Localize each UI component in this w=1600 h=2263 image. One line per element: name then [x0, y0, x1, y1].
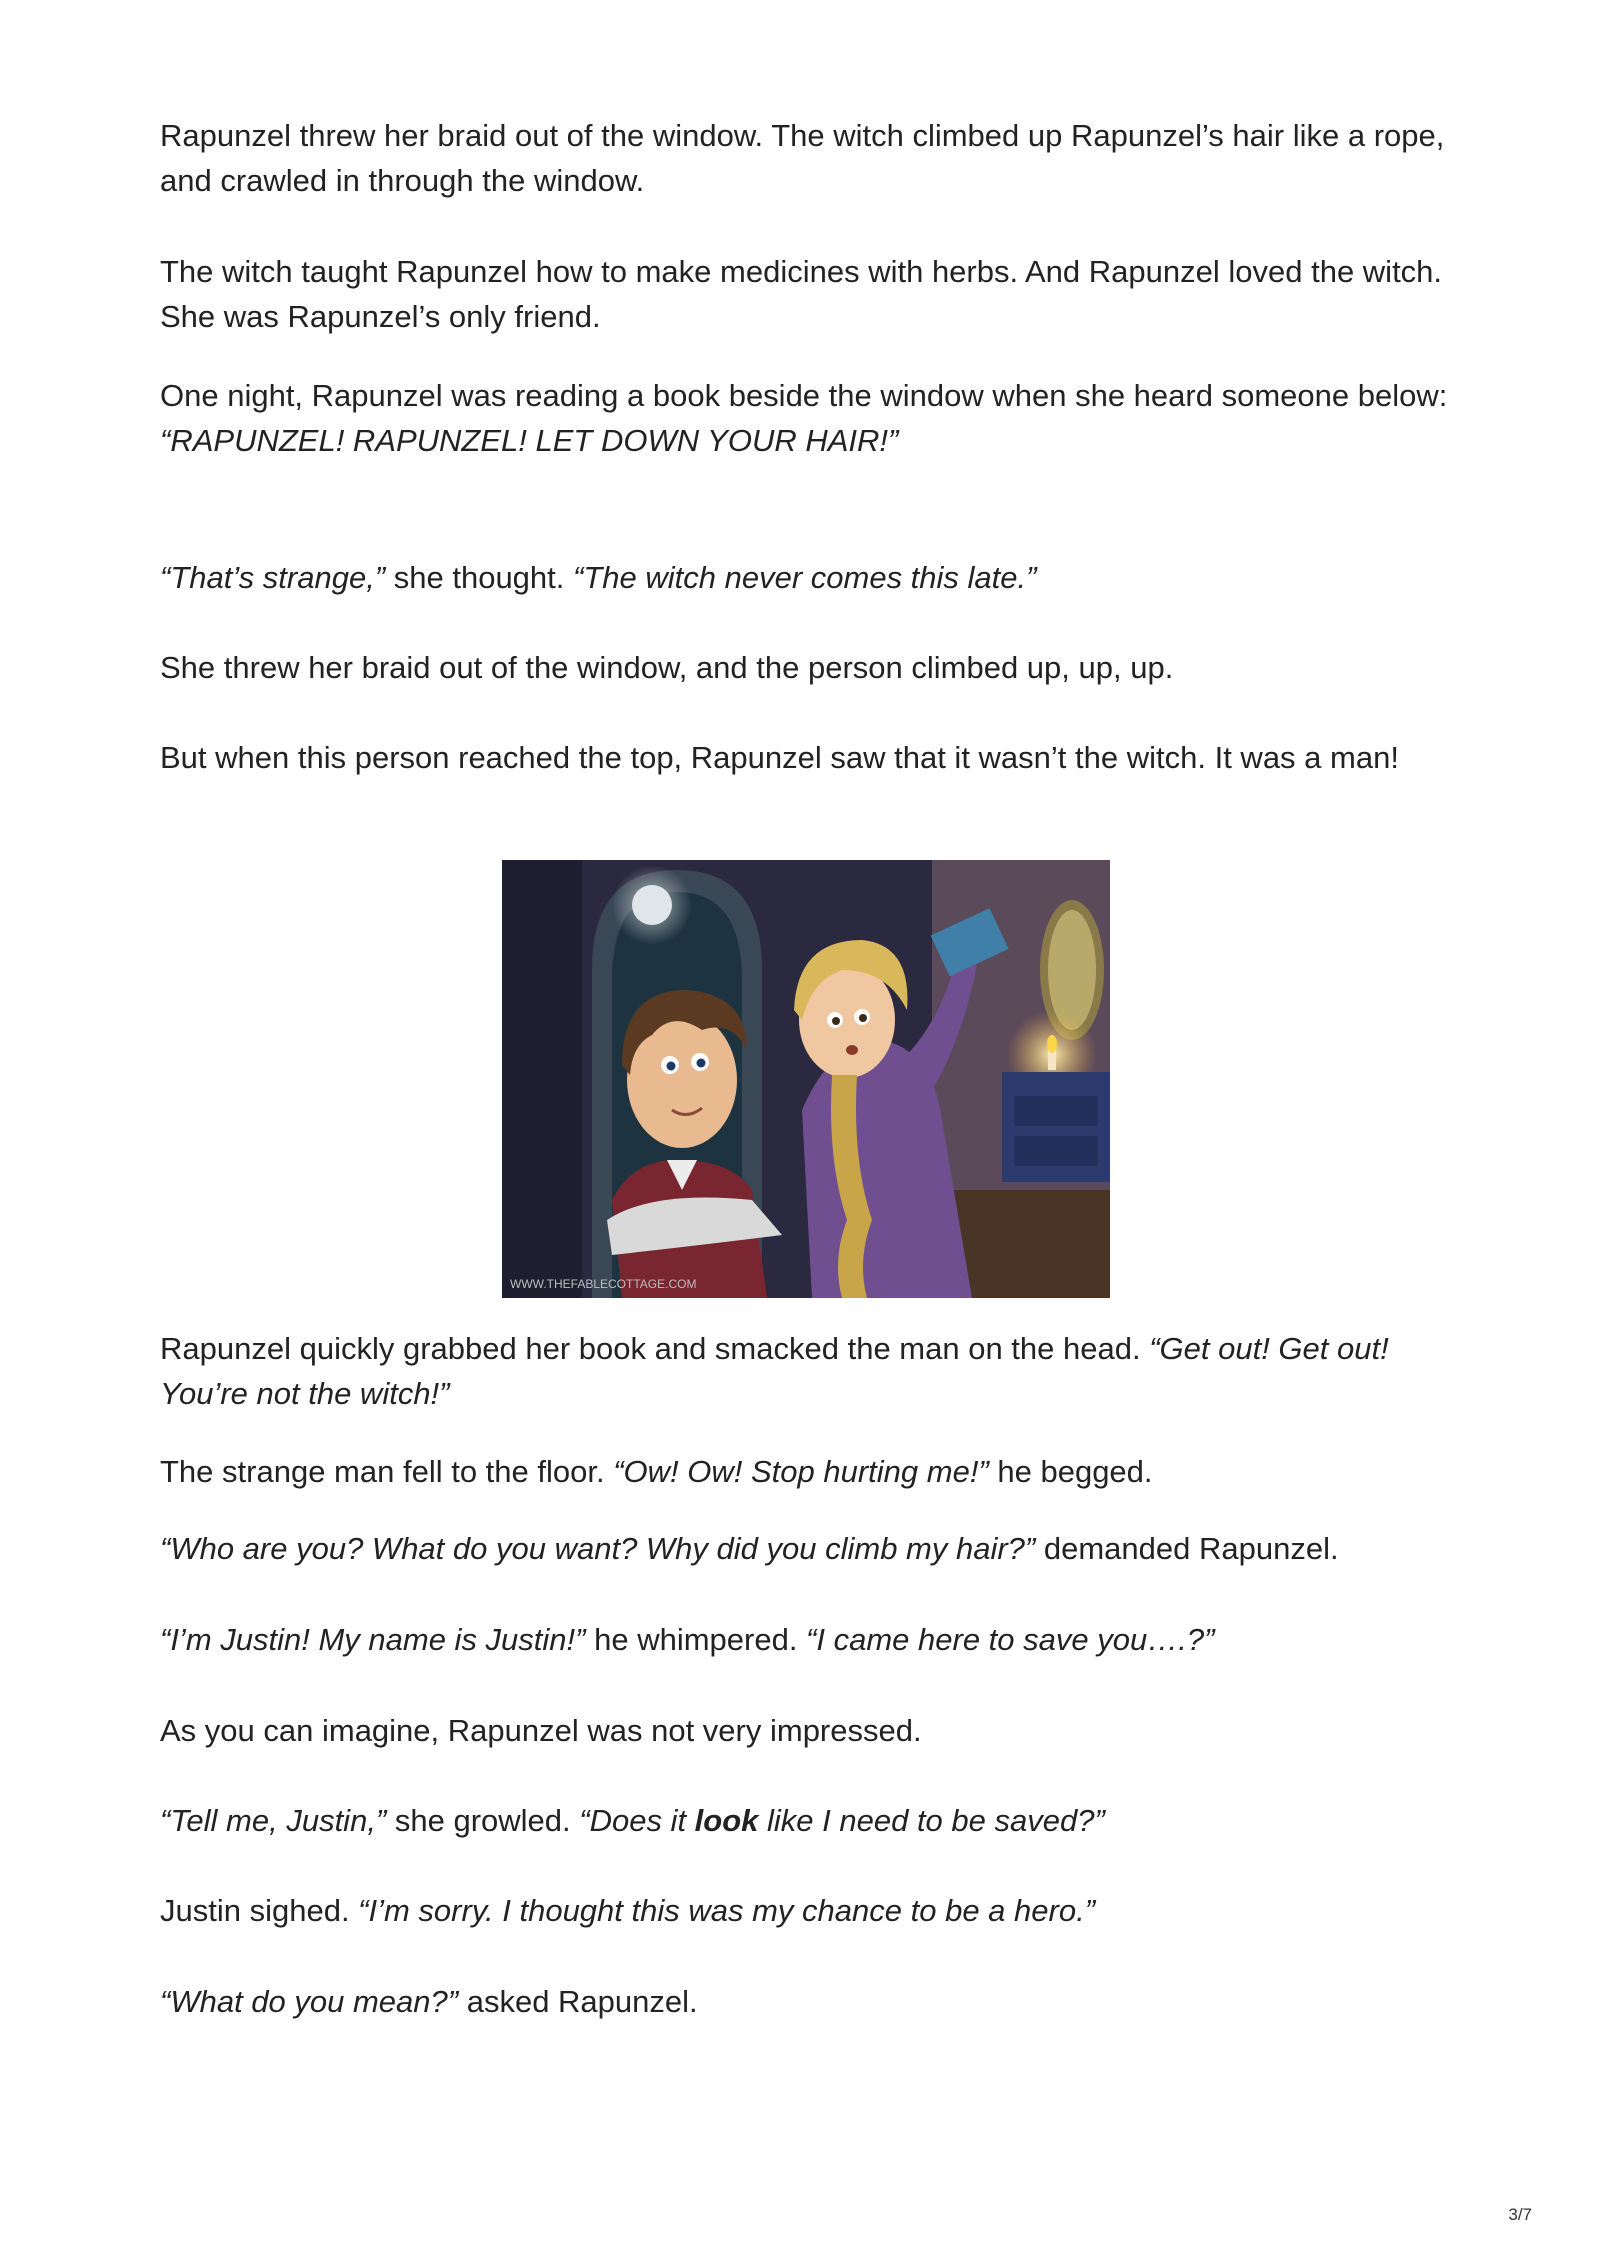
text: Justin sighed.	[160, 1893, 359, 1928]
quote-text: “I came here to save you….?”	[806, 1622, 1215, 1657]
paragraph-7	[160, 1326, 1460, 1416]
quote-text: “Does it	[579, 1803, 695, 1838]
quote-text: “Who are you? What do you want? Why did you climb my hair?”	[160, 1531, 1036, 1566]
paragraph-3	[160, 373, 1460, 463]
watermark: WWW.THEFABLECOTTAGE.COM	[510, 1277, 697, 1291]
paragraph-5	[160, 645, 1460, 690]
paragraph-8	[160, 1449, 1460, 1494]
quote-text: “That’s strange,”	[160, 560, 386, 595]
paragraph-6	[160, 735, 1460, 780]
paragraph-9	[160, 1526, 1460, 1571]
quote-text: “The witch never comes this late.”	[573, 560, 1037, 595]
text: Rapunzel quickly grabbed her book and smacked the man on the head.	[160, 1331, 1150, 1366]
text: Rapunzel threw her braid out of the window. The witch climbed up Rapunzel’s hair like a rope, and crawled in through the window.	[160, 118, 1445, 198]
paragraph-1	[160, 113, 1460, 203]
quote-text: “I’m sorry. I thought this was my chance to be a hero.”	[358, 1893, 1096, 1928]
quote-text: “What do you mean?”	[160, 1984, 459, 2019]
quote-text: “Ow! Ow! Stop hurting me!”	[613, 1454, 989, 1489]
paragraph-10	[160, 1617, 1460, 1662]
text: he whimpered.	[585, 1622, 807, 1657]
quote-text: “RAPUNZEL! RAPUNZEL! LET DOWN YOUR HAIR!”	[160, 423, 899, 458]
paragraph-4	[160, 555, 1460, 600]
text: asked Rapunzel.	[458, 1984, 698, 2019]
quote-text: like I need to be saved?”	[758, 1803, 1105, 1838]
text: But when this person reached the top, Rapunzel saw that it wasn’t the witch. It was a man!	[160, 740, 1399, 775]
text: demanded Rapunzel.	[1035, 1531, 1339, 1566]
page-number: 3/7	[1508, 2205, 1532, 2224]
paragraph-13	[160, 1888, 1460, 1933]
text: she thought.	[385, 560, 574, 595]
paragraph-2	[160, 249, 1460, 339]
text: she growled.	[386, 1803, 580, 1838]
paragraph-14	[160, 1979, 1460, 2024]
moon-icon	[632, 885, 672, 925]
quote-text: “Tell me, Justin,”	[160, 1803, 387, 1838]
paragraph-12	[160, 1798, 1460, 1843]
quote-text: “Get out! Get out! You’re not the witch!”	[160, 1331, 1389, 1411]
text: One night, Rapunzel was reading a book beside the window when she heard someone below:	[160, 378, 1448, 413]
story-illustration	[502, 860, 1110, 1298]
text: As you can imagine, Rapunzel was not very impressed.	[160, 1713, 922, 1748]
quote-text: “I’m Justin! My name is Justin!”	[160, 1622, 586, 1657]
emphasis-text: look	[694, 1803, 759, 1838]
text: The witch taught Rapunzel how to make medicines with herbs. And Rapunzel loved the witch. She was Rapunzel’s only friend.	[160, 254, 1443, 334]
paragraph-11	[160, 1708, 1460, 1753]
text: She threw her braid out of the window, and the person climbed up, up, up.	[160, 650, 1174, 685]
text: The strange man fell to the floor.	[160, 1454, 614, 1489]
text: he begged.	[988, 1454, 1153, 1489]
